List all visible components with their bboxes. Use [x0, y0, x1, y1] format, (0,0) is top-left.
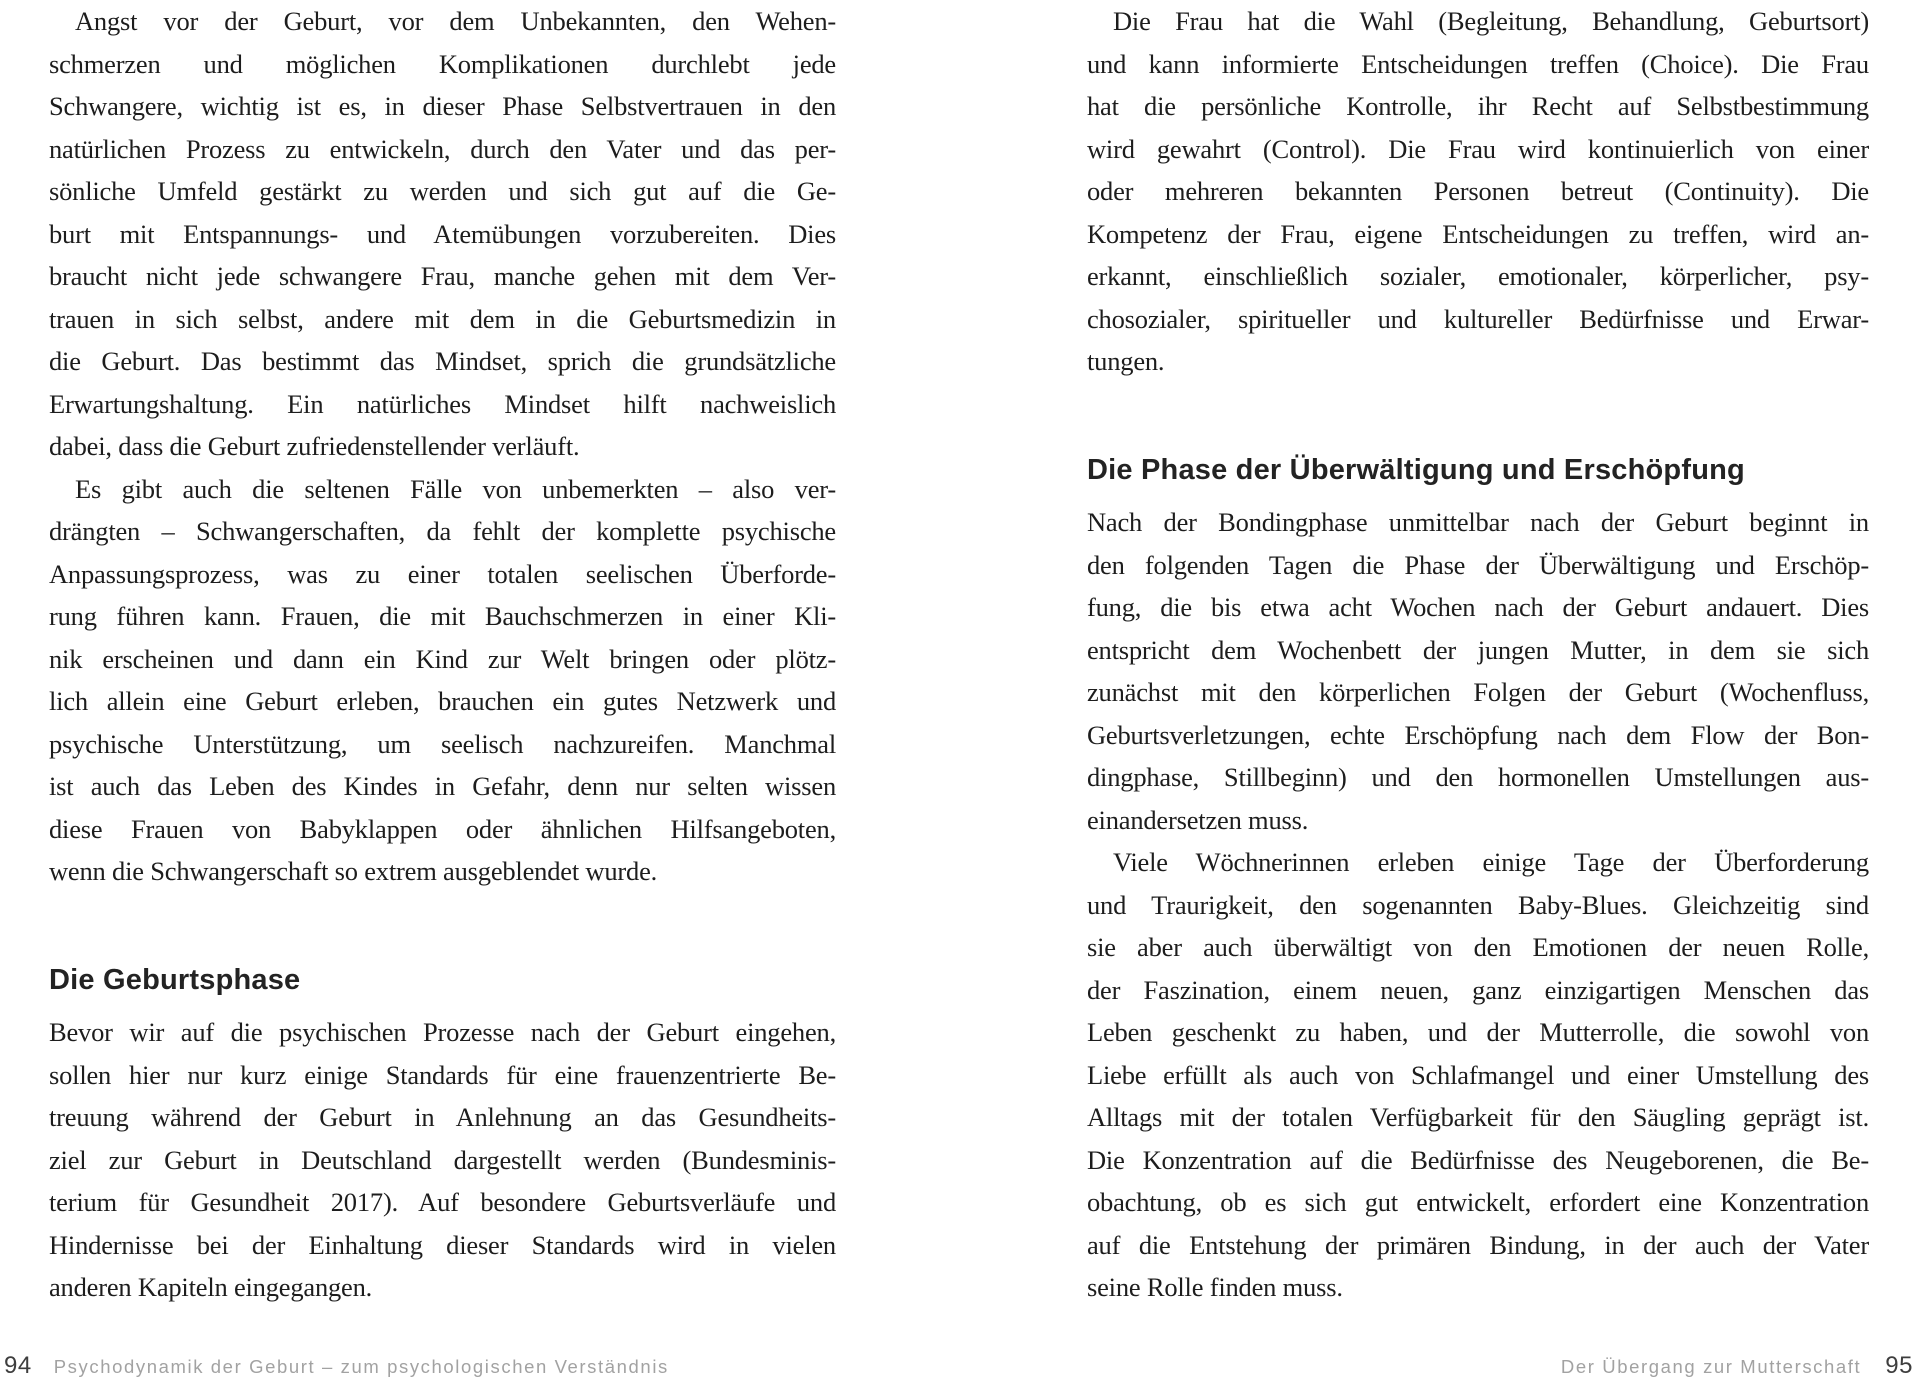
text-line: sollen hier nur kurz einige Standards für eine frauenzentrierte Be- — [49, 1059, 836, 1090]
text-line: Liebe erfüllt als auch von Schlafmangel und einer Umstellung des — [1087, 1059, 1869, 1090]
text-line: rung führen kann. Frauen, die mit Bauchschmerzen in einer Kli- — [49, 601, 836, 631]
text-line: burt mit Entspannungs- und Atemübungen vorzubereiten. Dies — [49, 218, 836, 249]
text-line: wird gewahrt (Control). Die Frau wird kontinuierlich von einer — [1087, 133, 1869, 164]
text-line: Viele Wöchnerinnen erleben einige Tage der Überforderung — [1113, 847, 1869, 877]
text-line: Die Konzentration auf die Bedürfnisse des Neugeborenen, die Be- — [1087, 1144, 1869, 1175]
text-line: fung, die bis etwa acht Wochen nach der Geburt andauert. Dies — [1087, 592, 1869, 622]
page-number: 94 — [4, 1352, 32, 1379]
text-line: zunächst mit den körperlichen Folgen der Geburt (Wochenfluss, — [1087, 677, 1869, 707]
text-line: trauen in sich selbst, andere mit dem in die Geburtsmedizin in — [49, 303, 836, 334]
text-line: Kompetenz der Frau, eigene Entscheidungen zu treffen, wird an- — [1087, 218, 1869, 249]
paragraph — [1087, 0, 1869, 383]
text-line: chosozialer, spiritueller und kultureller Bedürfnisse und Erwar- — [1087, 303, 1869, 334]
text-line: diese Frauen von Babyklappen oder ähnlichen Hilfsangeboten, — [49, 813, 836, 844]
paragraph — [49, 1011, 836, 1309]
text-line: Geburtsverletzungen, echte Erschöpfung nach dem Flow der Bon- — [1087, 719, 1869, 750]
text-line: die Geburt. Das bestimmt das Mindset, sprich die grundsätzliche — [49, 346, 836, 376]
section-heading: Die Geburtsphase — [49, 963, 301, 996]
left-page-text-column — [49, 0, 836, 1309]
text-line: natürlichen Prozess zu entwickeln, durch den Vater und das per- — [49, 133, 836, 164]
text-line: Alltags mit der totalen Verfügbarkeit für den Säugling geprägt ist. — [1087, 1102, 1869, 1132]
text-line: lich allein eine Geburt erleben, brauchen ein gutes Netzwerk und — [49, 686, 836, 716]
text-line: den folgenden Tagen die Phase der Überwältigung und Erschöp- — [1087, 549, 1869, 580]
paragraph — [49, 0, 836, 468]
text-line: sie aber auch überwältigt von den Emotionen der neuen Rolle, — [1087, 932, 1869, 962]
chapter-title: Der Übergang zur Mutterschaft — [1560, 1356, 1862, 1377]
text-line: sönliche Umfeld gestärkt zu werden und sich gut auf die Ge- — [49, 176, 836, 206]
chapter-title: Psychodynamik der Geburt – zum psychologischen Verständnis — [53, 1356, 669, 1377]
text-line: braucht nicht jede schwangere Frau, manche gehen mit dem Ver- — [49, 261, 836, 291]
text-line: Hindernisse bei der Einhaltung dieser Standards wird in vielen — [49, 1229, 836, 1260]
right-page-text-column — [1087, 0, 1869, 1309]
text-line: und kann informierte Entscheidungen treffen (Choice). Die Frau — [1087, 48, 1869, 79]
text-line: Erwartungshaltung. Ein natürliches Mindset hilft nachweislich — [49, 388, 836, 419]
text-line: und Traurigkeit, den sogenannten Baby-Blues. Gleichzeitig sind — [1087, 889, 1869, 920]
text-line: Bevor wir auf die psychischen Prozesse nach der Geburt eingehen, — [49, 1017, 836, 1047]
text-line: schmerzen und möglichen Komplikationen durchlebt jede — [49, 48, 836, 79]
text-line: einandersetzen muss. — [1087, 804, 1309, 835]
text-line: nik erscheinen und dann ein Kind zur Welt bringen oder plötz- — [49, 643, 836, 674]
text-line: terium für Gesundheit 2017). Auf besondere Geburtsverläufe und — [49, 1187, 836, 1217]
text-line: Leben geschenkt zu haben, und der Mutterrolle, die sowohl von — [1087, 1017, 1869, 1047]
text-line: oder mehreren bekannten Personen betreut (Continuity). Die — [1087, 176, 1869, 206]
text-line: anderen Kapiteln eingegangen. — [49, 1272, 373, 1302]
text-line: treuung während der Geburt in Anlehnung an das Gesundheits- — [49, 1102, 836, 1132]
text-line: Anpassungsprozess, was zu einer totalen seelischen Überforde- — [49, 558, 836, 589]
text-line: drängten – Schwangerschaften, da fehlt der komplette psychische — [49, 516, 836, 546]
text-line: tungen. — [1087, 346, 1165, 376]
text-line: Schwangere, wichtig ist es, in dieser Phase Selbstvertrauen in den — [49, 91, 836, 121]
left-page-footer — [4, 1352, 669, 1386]
text-line: dingphase, Stillbeginn) und den hormonellen Umstellungen aus- — [1087, 762, 1869, 792]
section-heading: Die Phase der Überwältigung und Erschöpfung — [1087, 453, 1745, 486]
text-line: seine Rolle finden muss. — [1087, 1272, 1343, 1302]
text-line: ist auch das Leben des Kindes in Gefahr, denn nur selten wissen — [49, 771, 836, 801]
text-line: wenn die Schwangerschaft so extrem ausgeblendet wurde. — [49, 856, 658, 886]
text-line: ziel zur Geburt in Deutschland dargestellt werden (Bundesminis- — [49, 1144, 836, 1175]
text-line: erkannt, einschließlich sozialer, emotionaler, körperlicher, psy- — [1087, 261, 1869, 291]
text-line: Die Frau hat die Wahl (Begleitung, Behandlung, Geburtsort) — [1113, 6, 1869, 36]
paragraph — [1087, 501, 1869, 841]
text-line: hat die persönliche Kontrolle, ihr Recht auf Selbstbestimmung — [1087, 91, 1869, 121]
paragraph — [1087, 841, 1869, 1309]
text-line: Nach der Bondingphase unmittelbar nach der Geburt beginnt in — [1087, 507, 1869, 537]
right-page-footer — [1561, 1352, 1913, 1386]
text-line: dabei, dass die Geburt zufriedenstellender verläuft. — [49, 431, 580, 461]
text-line: auf die Entstehung der primären Bindung, in der auch der Vater — [1087, 1229, 1869, 1260]
text-line: Es gibt auch die seltenen Fälle von unbemerkten – also ver- — [75, 473, 836, 504]
text-line: Angst vor der Geburt, vor dem Unbekannten, den Wehen- — [75, 6, 836, 36]
text-line: psychische Unterstützung, um seelisch nachzureifen. Manchmal — [49, 728, 836, 759]
text-line: obachtung, ob es sich gut entwickelt, erfordert eine Konzentration — [1087, 1187, 1869, 1217]
paragraph — [49, 468, 836, 893]
text-line: entspricht dem Wochenbett der jungen Mutter, in dem sie sich — [1087, 634, 1869, 665]
page-number: 95 — [1885, 1352, 1913, 1379]
text-line: der Faszination, einem neuen, ganz einzigartigen Menschen das — [1087, 974, 1869, 1005]
